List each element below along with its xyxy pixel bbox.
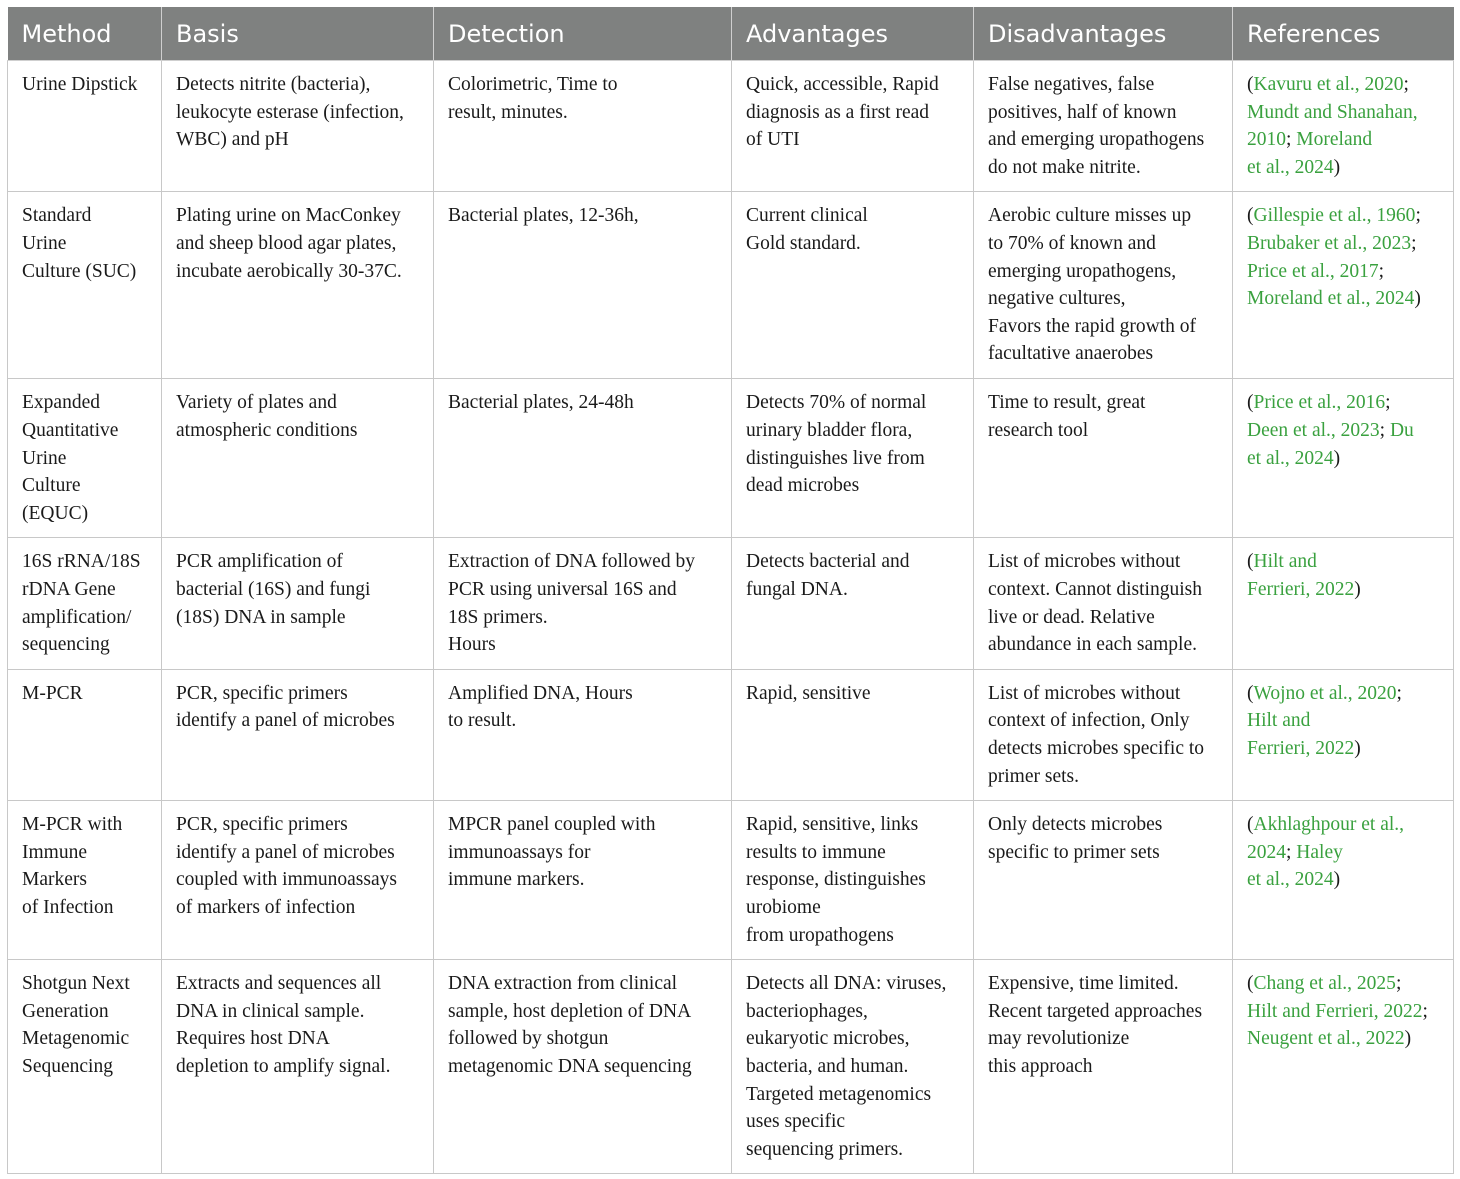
basis-text: DNA in clinical sample. bbox=[176, 1000, 365, 1022]
advantages-text: fungal DNA. bbox=[746, 578, 848, 600]
advantages-text: Detects 70% of normal bbox=[746, 392, 927, 414]
basis-text: (18S) DNA in sample bbox=[176, 606, 346, 628]
reference-punctuation: ( bbox=[1247, 682, 1254, 704]
disadvantages-text: Recent targeted approaches bbox=[988, 1000, 1203, 1022]
detection-text: metagenomic DNA sequencing bbox=[448, 1055, 692, 1077]
basis-text: Detects nitrite (bacteria), bbox=[176, 74, 371, 95]
advantages-text: urinary bladder flora, bbox=[746, 419, 913, 441]
advantages-cell bbox=[732, 192, 974, 379]
detection-text: MPCR panel coupled with bbox=[448, 814, 656, 836]
reference-link[interactable]: et al., 2024 bbox=[1247, 869, 1334, 891]
disadvantages-cell bbox=[974, 960, 1233, 1174]
basis-cell bbox=[162, 192, 434, 379]
reference-punctuation: ) bbox=[1404, 1028, 1412, 1050]
method-text: Immune bbox=[22, 841, 87, 863]
disadvantages-text: negative cultures, bbox=[988, 288, 1126, 310]
reference-line bbox=[1247, 970, 1439, 998]
disadvantages-text: this approach bbox=[988, 1055, 1093, 1077]
reference-line bbox=[1247, 811, 1439, 839]
reference-line bbox=[1247, 998, 1439, 1026]
reference-line bbox=[1247, 548, 1439, 576]
disadvantages-text: Expensive, time limited. bbox=[988, 973, 1179, 995]
reference-punctuation: ( bbox=[1247, 551, 1254, 573]
reference-link[interactable]: Wojno et al., 2020 bbox=[1253, 682, 1397, 704]
advantages-cell bbox=[732, 669, 974, 800]
disadvantages-text: context. Cannot distinguish bbox=[988, 578, 1202, 600]
reference-link[interactable]: Hilt and bbox=[1247, 710, 1311, 732]
basis-cell bbox=[162, 61, 434, 192]
detection-text: result, minutes. bbox=[448, 101, 568, 123]
method-text: Sequencing bbox=[22, 1055, 113, 1077]
reference-link[interactable]: Kavuru et al., 2020 bbox=[1253, 74, 1404, 95]
reference-punctuation: ) bbox=[1414, 288, 1421, 310]
method-text: Shotgun Next bbox=[22, 973, 130, 995]
reference-line bbox=[1247, 389, 1439, 417]
reference-link[interactable]: et al., 2024 bbox=[1247, 156, 1334, 178]
table-row bbox=[8, 379, 1454, 538]
detection-cell bbox=[434, 61, 732, 192]
method-text: amplification/ bbox=[22, 606, 132, 628]
header-method: Method bbox=[8, 7, 162, 61]
reference-line bbox=[1247, 202, 1439, 230]
basis-text: PCR amplification of bbox=[176, 551, 343, 573]
advantages-cell bbox=[732, 801, 974, 960]
detection-text: immunoassays for bbox=[448, 841, 591, 863]
advantages-text: sequencing primers. bbox=[746, 1138, 904, 1160]
basis-text: PCR, specific primers bbox=[176, 814, 348, 836]
method-text: Standard bbox=[22, 205, 92, 227]
reference-link[interactable]: Moreland et al., 2024 bbox=[1247, 288, 1415, 310]
method-text: Generation bbox=[22, 1000, 109, 1022]
disadvantages-text: to 70% of known and bbox=[988, 232, 1156, 254]
advantages-cell bbox=[732, 960, 974, 1174]
disadvantages-text: False negatives, false bbox=[988, 74, 1155, 95]
reference-line bbox=[1247, 126, 1439, 154]
reference-punctuation: ) bbox=[1333, 869, 1341, 891]
detection-text: Bacterial plates, 12-36h, bbox=[448, 205, 639, 227]
detection-text: Hours bbox=[448, 634, 496, 656]
basis-text: Variety of plates and bbox=[176, 392, 337, 414]
header-advantages: Advantages bbox=[732, 7, 974, 61]
reference-line bbox=[1247, 258, 1439, 286]
advantages-text: bacteria, and human. bbox=[746, 1055, 909, 1077]
advantages-text: Gold standard. bbox=[746, 232, 861, 254]
detection-cell bbox=[434, 192, 732, 379]
basis-cell bbox=[162, 801, 434, 960]
advantages-text: distinguishes live from bbox=[746, 447, 925, 469]
method-text: Urine bbox=[22, 232, 67, 254]
disadvantages-cell bbox=[974, 801, 1233, 960]
reference-line bbox=[1247, 735, 1439, 763]
basis-cell bbox=[162, 960, 434, 1174]
disadvantages-text: positives, half of known bbox=[988, 101, 1177, 123]
table-row bbox=[8, 61, 1454, 192]
method-text: Urine Dipstick bbox=[22, 74, 138, 95]
references-cell bbox=[1233, 192, 1454, 379]
advantages-text: bacteriophages, bbox=[746, 1000, 868, 1022]
reference-punctuation: ; bbox=[1403, 74, 1409, 95]
reference-link[interactable]: Hilt and bbox=[1253, 551, 1317, 573]
detection-cell bbox=[434, 960, 732, 1174]
basis-text: of markers of infection bbox=[176, 896, 356, 918]
reference-line bbox=[1247, 866, 1439, 894]
reference-link[interactable]: Du bbox=[1389, 419, 1414, 441]
disadvantages-text: Time to result, great bbox=[988, 392, 1146, 414]
reference-line bbox=[1247, 230, 1439, 258]
advantages-text: Rapid, sensitive bbox=[746, 682, 871, 704]
method-cell bbox=[8, 538, 162, 669]
disadvantages-text: List of microbes without bbox=[988, 682, 1181, 704]
detection-cell bbox=[434, 379, 732, 538]
method-text: Expanded bbox=[22, 392, 100, 414]
disadvantages-cell bbox=[974, 669, 1233, 800]
reference-line bbox=[1247, 99, 1439, 127]
methods-table bbox=[7, 7, 1454, 1174]
disadvantages-text: abundance in each sample. bbox=[988, 634, 1197, 656]
advantages-text: Detects bacterial and bbox=[746, 551, 910, 573]
reference-link[interactable]: Chang et al., 2025 bbox=[1253, 973, 1396, 995]
method-text: rDNA Gene bbox=[22, 578, 116, 600]
advantages-text: response, distinguishes bbox=[746, 869, 926, 891]
method-text: sequencing bbox=[22, 634, 110, 656]
reference-link[interactable]: Haley bbox=[1296, 841, 1343, 863]
reference-punctuation: ; bbox=[1415, 205, 1421, 227]
method-cell bbox=[8, 669, 162, 800]
advantages-text: urobiome bbox=[746, 896, 821, 918]
disadvantages-text: specific to primer sets bbox=[988, 841, 1160, 863]
basis-text: PCR, specific primers bbox=[176, 682, 348, 704]
basis-text: atmospheric conditions bbox=[176, 419, 358, 441]
references-cell bbox=[1233, 379, 1454, 538]
method-text: Culture bbox=[22, 475, 81, 497]
method-text: M-PCR bbox=[22, 682, 83, 704]
reference-line bbox=[1247, 680, 1439, 708]
reference-punctuation: ; bbox=[1422, 1000, 1428, 1022]
reference-line bbox=[1247, 445, 1439, 473]
detection-text: immune markers. bbox=[448, 869, 585, 891]
reference-punctuation: ) bbox=[1333, 447, 1341, 469]
detection-text: 18S primers. bbox=[448, 606, 548, 628]
basis-text: depletion to amplify signal. bbox=[176, 1055, 391, 1077]
advantages-text: dead microbes bbox=[746, 475, 860, 497]
reference-link[interactable]: Moreland bbox=[1296, 129, 1373, 151]
reference-link[interactable]: Price et al., 2016 bbox=[1253, 392, 1386, 414]
disadvantages-text: live or dead. Relative bbox=[988, 606, 1155, 628]
references-cell bbox=[1233, 960, 1454, 1174]
reference-link[interactable]: 2024 bbox=[1247, 841, 1286, 863]
basis-cell bbox=[162, 379, 434, 538]
disadvantages-text: detects microbes specific to bbox=[988, 737, 1205, 759]
reference-punctuation: ( bbox=[1247, 973, 1254, 995]
disadvantages-text: emerging uropathogens, bbox=[988, 260, 1177, 282]
method-text: M-PCR with bbox=[22, 814, 123, 836]
detection-text: followed by shotgun bbox=[448, 1028, 609, 1050]
reference-link[interactable]: Hilt and Ferrieri, 2022 bbox=[1247, 1000, 1423, 1022]
detection-text: Bacterial plates, 24-48h bbox=[448, 392, 634, 414]
detection-text: Colorimetric, Time to bbox=[448, 74, 618, 95]
advantages-text: eukaryotic microbes, bbox=[746, 1028, 910, 1050]
disadvantages-text: Only detects microbes bbox=[988, 814, 1163, 836]
reference-link[interactable]: Akhlaghpour et al., bbox=[1253, 814, 1405, 836]
basis-text: Plating urine on MacConkey bbox=[176, 205, 401, 227]
basis-text: leukocyte esterase (infection, bbox=[176, 101, 404, 123]
references-cell bbox=[1233, 801, 1454, 960]
table-row bbox=[8, 192, 1454, 379]
method-text: (EQUC) bbox=[22, 502, 89, 524]
disadvantages-text: primer sets. bbox=[988, 765, 1079, 787]
table-row bbox=[8, 538, 1454, 669]
disadvantages-text: research tool bbox=[988, 419, 1089, 441]
disadvantages-text: may revolutionize bbox=[988, 1028, 1130, 1050]
advantages-text: diagnosis as a first read bbox=[746, 101, 930, 123]
references-cell bbox=[1233, 61, 1454, 192]
disadvantages-text: List of microbes without bbox=[988, 551, 1181, 573]
basis-cell bbox=[162, 669, 434, 800]
advantages-text: Targeted metagenomics bbox=[746, 1083, 932, 1105]
reference-link[interactable]: Ferrieri, 2022 bbox=[1247, 737, 1355, 759]
reference-punctuation: ( bbox=[1247, 392, 1254, 414]
basis-text: and sheep blood agar plates, bbox=[176, 232, 397, 254]
advantages-text: from uropathogens bbox=[746, 924, 894, 946]
detection-text: sample, host depletion of DNA bbox=[448, 1000, 692, 1022]
references-cell bbox=[1233, 538, 1454, 669]
disadvantages-cell bbox=[974, 538, 1233, 669]
reference-punctuation: ; bbox=[1286, 841, 1297, 863]
advantages-cell bbox=[732, 61, 974, 192]
reference-line bbox=[1247, 576, 1439, 604]
disadvantages-cell bbox=[974, 192, 1233, 379]
basis-cell bbox=[162, 538, 434, 669]
disadvantages-text: context of infection, Only bbox=[988, 710, 1190, 732]
reference-link[interactable]: 2010 bbox=[1247, 129, 1286, 151]
reference-link[interactable]: Deen et al., 2023 bbox=[1247, 419, 1380, 441]
method-text: Metagenomic bbox=[22, 1028, 130, 1050]
reference-line bbox=[1247, 154, 1439, 182]
advantages-text: Quick, accessible, Rapid bbox=[746, 74, 939, 95]
reference-punctuation: ; bbox=[1378, 260, 1385, 282]
reference-punctuation: ; bbox=[1411, 232, 1417, 254]
basis-text: identify a panel of microbes bbox=[176, 710, 395, 732]
header-references: References bbox=[1233, 7, 1454, 61]
reference-link[interactable]: Brubaker et al., 2023 bbox=[1247, 232, 1412, 254]
reference-punctuation: ( bbox=[1247, 205, 1254, 227]
advantages-cell bbox=[732, 379, 974, 538]
advantages-text: Current clinical bbox=[746, 205, 868, 227]
method-cell bbox=[8, 960, 162, 1174]
basis-text: bacterial (16S) and fungi bbox=[176, 578, 371, 600]
method-cell bbox=[8, 801, 162, 960]
detection-text: Amplified DNA, Hours bbox=[448, 682, 633, 704]
disadvantages-cell bbox=[974, 61, 1233, 192]
detection-cell bbox=[434, 801, 732, 960]
reference-link[interactable]: Price et al., 2017 bbox=[1247, 260, 1379, 282]
basis-text: coupled with immunoassays bbox=[176, 869, 397, 891]
reference-punctuation: ; bbox=[1396, 682, 1402, 704]
reference-punctuation: ; bbox=[1286, 129, 1297, 151]
method-text: Quantitative bbox=[22, 419, 119, 441]
method-cell bbox=[8, 61, 162, 192]
basis-text: WBC) and pH bbox=[176, 129, 289, 151]
reference-link[interactable]: Neugent et al., 2022 bbox=[1247, 1028, 1405, 1050]
method-text: Culture (SUC) bbox=[22, 260, 137, 282]
table-body bbox=[8, 61, 1454, 1174]
advantages-text: uses specific bbox=[746, 1111, 846, 1133]
basis-text: identify a panel of microbes bbox=[176, 841, 395, 863]
reference-link[interactable]: Gillespie et al., 1960 bbox=[1253, 205, 1416, 227]
table-row bbox=[8, 960, 1454, 1174]
method-cell bbox=[8, 379, 162, 538]
detection-text: to result. bbox=[448, 710, 517, 732]
reference-line bbox=[1247, 417, 1439, 445]
detection-cell bbox=[434, 538, 732, 669]
reference-punctuation: ; bbox=[1385, 392, 1391, 414]
detection-text: DNA extraction from clinical bbox=[448, 973, 678, 995]
detection-text: Extraction of DNA followed by bbox=[448, 551, 695, 573]
reference-line bbox=[1247, 71, 1439, 99]
basis-text: Requires host DNA bbox=[176, 1028, 330, 1050]
method-text: 16S rRNA/18S bbox=[22, 551, 141, 573]
detection-cell bbox=[434, 669, 732, 800]
reference-line bbox=[1247, 1025, 1439, 1053]
references-cell bbox=[1233, 669, 1454, 800]
reference-line bbox=[1247, 707, 1439, 735]
disadvantages-text: facultative anaerobes bbox=[988, 343, 1154, 365]
table-row bbox=[8, 801, 1454, 960]
disadvantages-text: and emerging uropathogens bbox=[988, 129, 1205, 151]
disadvantages-text: do not make nitrite. bbox=[988, 156, 1141, 178]
reference-punctuation: ( bbox=[1247, 814, 1254, 836]
reference-punctuation: ; bbox=[1395, 973, 1402, 995]
disadvantages-text: Aerobic culture misses up bbox=[988, 205, 1192, 227]
reference-link[interactable]: Mundt and Shanahan, bbox=[1247, 101, 1418, 123]
method-text: of Infection bbox=[22, 896, 114, 918]
reference-punctuation: ( bbox=[1247, 74, 1254, 95]
advantages-cell bbox=[732, 538, 974, 669]
reference-punctuation: ) bbox=[1333, 156, 1341, 178]
reference-punctuation: ) bbox=[1354, 578, 1361, 600]
reference-link[interactable]: Ferrieri, 2022 bbox=[1247, 578, 1355, 600]
header-basis: Basis bbox=[162, 7, 434, 61]
method-text: Urine bbox=[22, 447, 67, 469]
disadvantages-cell bbox=[974, 379, 1233, 538]
detection-text: PCR using universal 16S and bbox=[448, 578, 677, 600]
advantages-text: Detects all DNA: viruses, bbox=[746, 973, 947, 995]
header-row bbox=[8, 7, 1454, 61]
header-disadvantages: Disadvantages bbox=[974, 7, 1233, 61]
reference-line bbox=[1247, 839, 1439, 867]
header-detection: Detection bbox=[434, 7, 732, 61]
table-row bbox=[8, 669, 1454, 800]
advantages-text: of UTI bbox=[746, 129, 800, 151]
reference-link[interactable]: et al., 2024 bbox=[1247, 447, 1334, 469]
advantages-text: Rapid, sensitive, links bbox=[746, 814, 919, 836]
reference-punctuation: ) bbox=[1354, 737, 1361, 759]
method-cell bbox=[8, 192, 162, 379]
basis-text: incubate aerobically 30-37C. bbox=[176, 260, 402, 282]
disadvantages-text: Favors the rapid growth of bbox=[988, 315, 1196, 337]
reference-punctuation: ; bbox=[1379, 419, 1390, 441]
method-text: Markers bbox=[22, 869, 87, 891]
advantages-text: results to immune bbox=[746, 841, 886, 863]
reference-line bbox=[1247, 285, 1439, 313]
basis-text: Extracts and sequences all bbox=[176, 973, 382, 995]
